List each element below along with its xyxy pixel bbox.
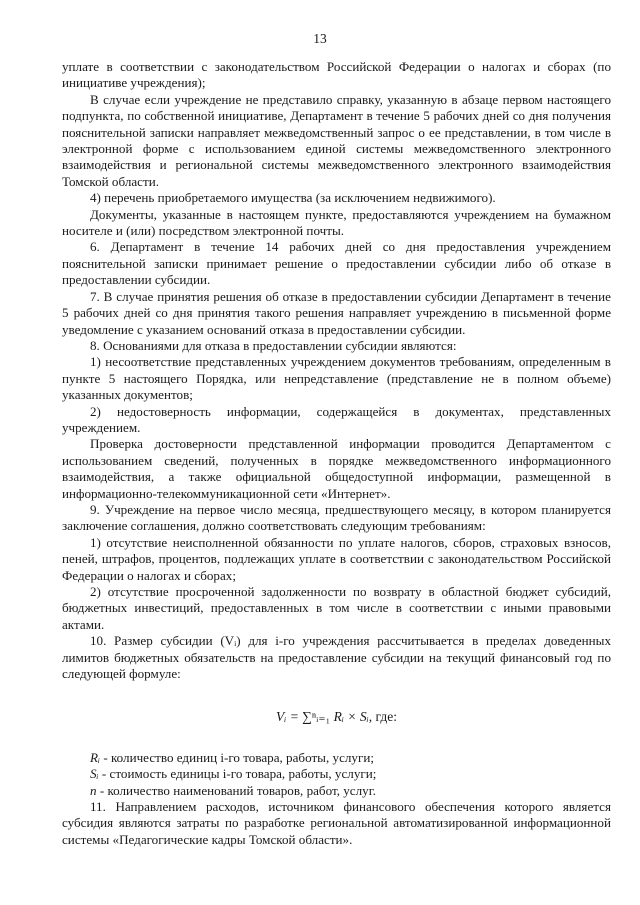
formula-lhs: Vᵢ =	[276, 709, 303, 725]
paragraph: 6. Департамент в течение 14 рабочих дней со дня предоставления учреждением пояснительной записки принимает решение о предоставлении субсидии либо об отказе в предоставлении субсидии.	[62, 239, 611, 288]
paragraph: Документы, указанные в настоящем пункте, предоставляются учреждением на бумажном носителе и (или) посредством электронной почты.	[62, 206, 611, 239]
paragraph: В случае если учреждение не представило справку, указанную в абзаце первом настоящего подпункта, по собственной инициативе, Департамент в течение 5 рабочих дней со дня получения пояснительной записки направляет межведомственный запрос о ее представлении, в том числе в электронной форме с использованием единой системы межведомственного электронного взаимодействия и региональной системы межведомственного электронного взаимодействия Томской области.	[62, 91, 611, 189]
formula-suffix: , где:	[368, 709, 397, 725]
legend-text: - стоимость единицы i-го товара, работы, услуги;	[98, 766, 377, 782]
paragraph: 4) перечень приобретаемого имущества (за исключением недвижимого).	[90, 190, 496, 206]
legend-symbol: Sᵢ	[90, 766, 99, 782]
paragraph: 2) отсутствие просроченной задолженности по возврату в областной бюджет субсидий, бюджетных инвестиций, предоставленных в том числе в соответствии с иными правовыми актами.	[62, 584, 611, 632]
paragraph: 1) отсутствие неисполненной обязанности по уплате налогов, сборов, страховых взносов, пеней, штрафов, процентов, подлежащих уплате в соответствии с законодательством Российской Федерации о налогах и сборах;	[62, 534, 611, 583]
formula-sum: ∑ⁿᵢ₌₁	[302, 709, 331, 725]
formula-rhs: Rᵢ × Sᵢ	[330, 709, 369, 725]
legend-symbol: Rᵢ	[90, 749, 101, 765]
legend-text: - количество единиц i-го товара, работы, услуги;	[100, 749, 374, 765]
formula-legend-item	[62, 750, 611, 766]
paragraph: 9. Учреждение на первое число месяца, предшествующего месяцу, в котором планируется заключение соглашения, должно соответствовать следующим требованиям:	[62, 501, 611, 534]
paragraph: 1) несоответствие представленных учреждением документов требованиям, определенным в пункте 5 настоящего Порядка, или непредставление (представление не в полном объеме) указанных документов;	[62, 354, 611, 403]
paragraph: 2) недостоверность информации, содержащейся в документах, представленных учреждением.	[62, 403, 611, 435]
formula-legend-item	[62, 783, 611, 799]
legend-symbol: n	[90, 782, 97, 798]
paragraph: 8. Основаниями для отказа в предоставлении субсидии являются:	[90, 337, 457, 353]
page-number: 13	[313, 31, 327, 46]
paragraph: Проверка достоверности представленной информации проводится Департаментом с использованием сведений, полученных в порядке межведомственного информационного взаимодействия, а также официальной общедоступной информации, размещенной в информационно-телекоммуникационной сети «Интернет».	[62, 436, 611, 501]
paragraph: 7. В случае принятия решения об отказе в предоставлении субсидии Департамент в течение 5 рабочих дней со дня принятия такого решения направляет учреждению в письменной форме уведомление с указанием оснований отказа в предоставлении субсидии.	[62, 288, 611, 337]
formula-legend-item	[62, 766, 611, 782]
paragraph: 11. Направлением расходов, источником финансового обеспечения которого является субсидия являются затраты по разработке региональной автоматизированной информационной системы «Педагогические кадры Томской области».	[62, 799, 611, 847]
legend-text: - количество наименований товаров, работ, услуг.	[96, 782, 376, 798]
document-body	[62, 59, 611, 848]
paragraph: уплате в соответствии с законодательством Российской Федерации о налогах и сборах (по инициативе учреждения);	[62, 59, 611, 91]
paragraph: 10. Размер субсидии (Vᵢ) для i-го учреждения рассчитывается в пределах доведенных лимитов бюджетных обязательств на предоставление субсидии на текущий финансовый год по следующей формуле:	[62, 633, 611, 682]
subsidy-formula	[62, 709, 611, 725]
